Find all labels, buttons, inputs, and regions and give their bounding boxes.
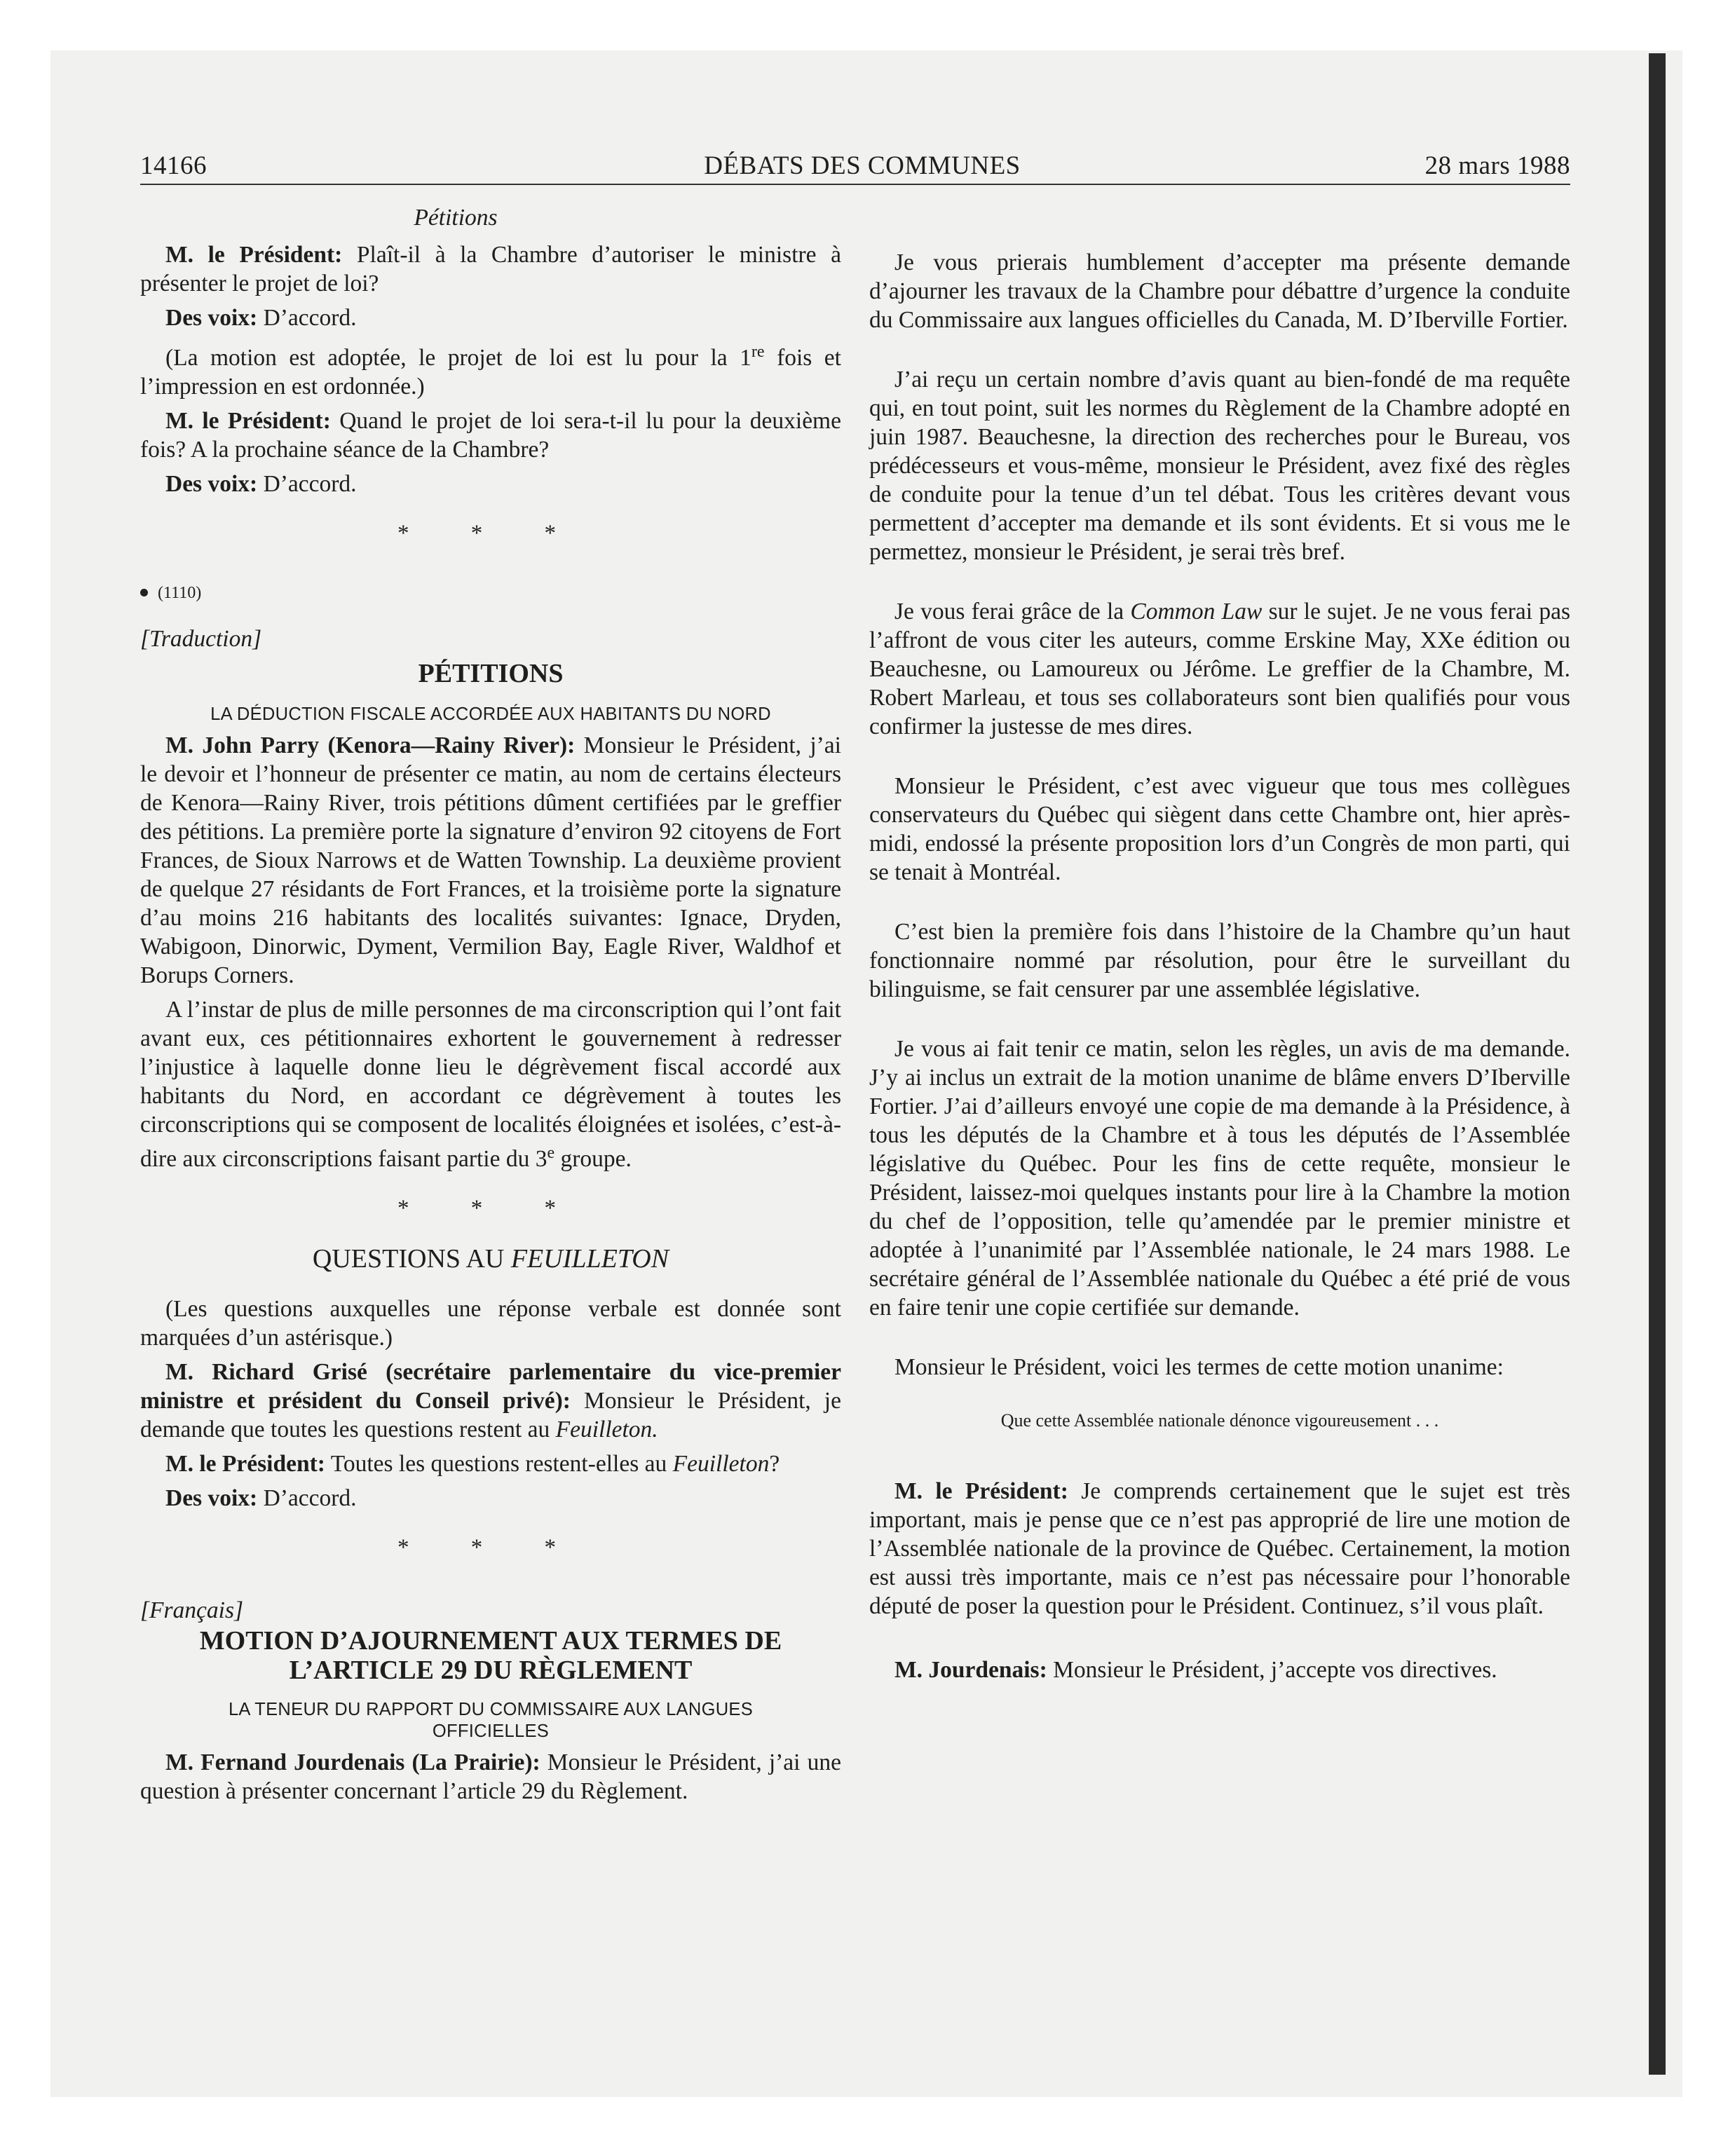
language-tag: [Traduction] xyxy=(140,626,262,653)
speaker: M. le Président: xyxy=(165,408,331,435)
paragraph: M. Jourdenais: Monsieur le Président, j’accepte vos directives. xyxy=(894,1657,1497,1683)
paragraph: M. le Président: Toutes les questions restent-elles au Feuilleton? xyxy=(165,1451,780,1478)
section-title: QUESTIONS AU FEUILLETON xyxy=(312,1244,669,1274)
paragraph: M. le Président: Plaît-il à la Chambre d’autoriser le ministre à présenter le projet de loi? xyxy=(140,242,841,296)
publication-title: DÉBATS DES COMMUNES xyxy=(704,151,1021,180)
page-date: 28 mars 1988 xyxy=(1424,151,1570,180)
speaker: M. John Parry (Kenora—Rainy River): xyxy=(165,732,576,759)
block-quote: Que cette Assemblée nationale dénonce vigoureusement . . . xyxy=(1000,1410,1439,1431)
speaker: M. le Président: xyxy=(894,1478,1068,1504)
left-column xyxy=(140,203,841,1806)
paragraph: C’est bien la première fois dans l’histoire de la Chambre qu’un haut fonctionnaire nommé par résolution, pour être le surveillant du bilinguisme, se fait censurer par une assemblée législative. xyxy=(869,919,1570,1002)
paragraph: Des voix: D’accord. xyxy=(165,305,357,331)
time-marker: (1110) xyxy=(140,576,841,608)
header-rule xyxy=(140,184,1570,185)
paragraph: Des voix: D’accord. xyxy=(165,1485,357,1512)
scan-edge xyxy=(1649,53,1666,2075)
right-column xyxy=(869,248,1570,1684)
paragraph: M. Fernand Jourdenais (La Prairie): Monsieur le Président, j’ai une question à présenter concernant l’article 29 du Règlement. xyxy=(140,1749,841,1805)
paragraph: M. le Président: Quand le projet de loi sera-t-il lu pour la deuxième fois? A la prochaine séance de la Chambre? xyxy=(140,408,841,463)
paragraph: Monsieur le Président, voici les termes de cette motion unanime: xyxy=(894,1354,1504,1380)
paragraph: A l’instar de plus de mille personnes de ma circonscription qui l’ont fait avant eux, ces pétitionnaires exhortent le gouvernement à redresser l’injustice à laquelle donne lieu le dégrèvement fiscal accordé aux habitants du Nord, en accordant ce dégrèvement à toutes les circonscriptions qui se composent de localités éloignées et isolées, c’est-à-dire aux circonscriptions faisant partie du 3e groupe. xyxy=(140,997,841,1173)
section-subtitle: LA TENEUR DU RAPPORT DU COMMISSAIRE AUX LANGUES xyxy=(228,1700,754,1720)
paragraph: M. John Parry (Kenora—Rainy River): Monsieur le Président, j’ai le devoir et l’honneur de présenter ce matin, au nom de certains électeurs de Kenora—Rainy River, trois pétitions dûment certifiées par le greffier des pétitions. La première porte la signature d’environ 92 citoyens de Fort Frances, de Sioux Narrows et de Watten Township. La deuxième provient de quelque 27 résidants de Fort Frances, et la troisième porte la signature d’au moins 216 habitants des localités suivantes: Ignace, Dryden, Wabigoon, Dinorwic, Dyment, Vermilion Bay, Eagle River, Waldhof et Borups Corners. xyxy=(140,732,841,989)
paragraph: Je vous prierais humblement d’accepter ma présente demande d’ajourner les travaux de la Chambre pour débattre d’urgence la conduite du Commissaire aux langues officielles du Canada, M. D’Iberville Fortier. xyxy=(869,250,1570,333)
speaker: Des voix: xyxy=(165,305,258,331)
paragraph: (La motion est adoptée, le projet de loi est lu pour la 1re fois et l’impression en est ordonnée.) xyxy=(140,343,841,400)
speaker: M. le Président: xyxy=(165,242,343,268)
section-title: PÉTITIONS xyxy=(418,659,564,689)
paragraph: M. Richard Grisé (secrétaire parlementaire du vice-premier ministre et président du Conseil privé): Monsieur le Président, je demande que toutes les questions restent au Feuilleton. xyxy=(140,1359,841,1443)
bullet-icon xyxy=(140,589,148,596)
paragraph: Monsieur le Président, c’est avec vigueur que tous mes collègues conservateurs du Québec qui siègent dans cette Chambre ont, hier après-midi, endossé la présente proposition lors d’un Congrès de mon parti, qui se tenait à Montréal. xyxy=(869,773,1570,885)
paragraph: Je vous ferai grâce de la Common Law sur le sujet. Je ne vous ferai pas l’affront de vous citer les auteurs, comme Erskine May, XXe édition ou Beauchesne, ou Lamoureux ou Jérôme. Le greffier de la Chambre, M. Robert Marleau, et tous ses collaborateurs sont bien qualifiés pour vous confirmer la justesse de mes dires. xyxy=(869,599,1570,739)
section-caption: Pétitions xyxy=(414,205,498,231)
language-tag: [Français] xyxy=(140,1597,244,1624)
section-separator: * * * xyxy=(397,521,584,547)
paragraph: Des voix: D’accord. xyxy=(165,471,357,498)
speaker: M. Richard Grisé (secrétaire parlementaire du vice-premier ministre et président du Conseil privé): xyxy=(140,1359,841,1414)
speaker: M. Jourdenais: xyxy=(894,1657,1047,1683)
section-title: L’ARTICLE 29 DU RÈGLEMENT xyxy=(289,1656,693,1686)
speaker: Des voix: xyxy=(165,1485,258,1512)
section-separator: * * * xyxy=(397,1196,584,1222)
paragraph: (Les questions auxquelles une réponse verbale est donnée sont marquées d’un astérisque.) xyxy=(140,1296,841,1351)
paragraph: M. le Président: Je comprends certainement que le sujet est très important, mais je pense que ce n’est pas approprié de lire une motion de l’Assemblée nationale de la province de Québec. Certainement, la motion est aussi très importante, mais ce n’est pas nécessaire pour l’honorable député de poser la question pour le Président. Continuez, s’il vous plaît. xyxy=(869,1478,1570,1619)
speaker: M. le Président: xyxy=(165,1451,325,1478)
section-separator: * * * xyxy=(397,1535,584,1561)
section-subtitle: OFFICIELLES xyxy=(432,1721,550,1742)
paragraph: J’ai reçu un certain nombre d’avis quant au bien-fondé de ma requête qui, en tout point, suit les normes du Règlement de la Chambre adopté en juin 1987. Beauchesne, la direction des recherches pour le Bureau, vos prédécesseurs et vous-même, monsieur le Président, avez fixé des règles de conduite pour la tenue d’un tel débat. Tous les critères devant vous permettent d’accepter ma demande et ils sont évidents. Et si vous me le permettez, monsieur le Président, je serai très bref. xyxy=(869,367,1570,565)
section-subtitle: LA DÉDUCTION FISCALE ACCORDÉE AUX HABITANTS DU NORD xyxy=(210,704,771,725)
speaker: M. Fernand Jourdenais (La Prairie): xyxy=(165,1749,540,1776)
paragraph: Je vous ai fait tenir ce matin, selon les règles, un avis de ma demande. J’y ai inclus un extrait de la motion unanime de blâme envers D’Iberville Fortier. J’ai d’ailleurs envoyé une copie de ma demande à la Présidence, à tous les députés de la Chambre et à tous les députés de l’Assemblée législative du Québec. Pour les fins de cette requête, monsieur le Président, laissez-moi quelques instants pour lire à la Chambre la motion du chef de l’opposition, telle qu’amendée par le premier ministre et adoptée à l’unanimité par l’Assemblée nationale, le 24 mars 1988. Le secrétaire général de l’Assemblée nationale du Québec a été prié de vous en faire tenir une copie certifiée sur demande. xyxy=(869,1036,1570,1321)
section-title: MOTION D’AJOURNEMENT AUX TERMES DE xyxy=(199,1626,782,1656)
page-number: 14166 xyxy=(140,151,207,180)
speaker: Des voix: xyxy=(165,471,258,498)
